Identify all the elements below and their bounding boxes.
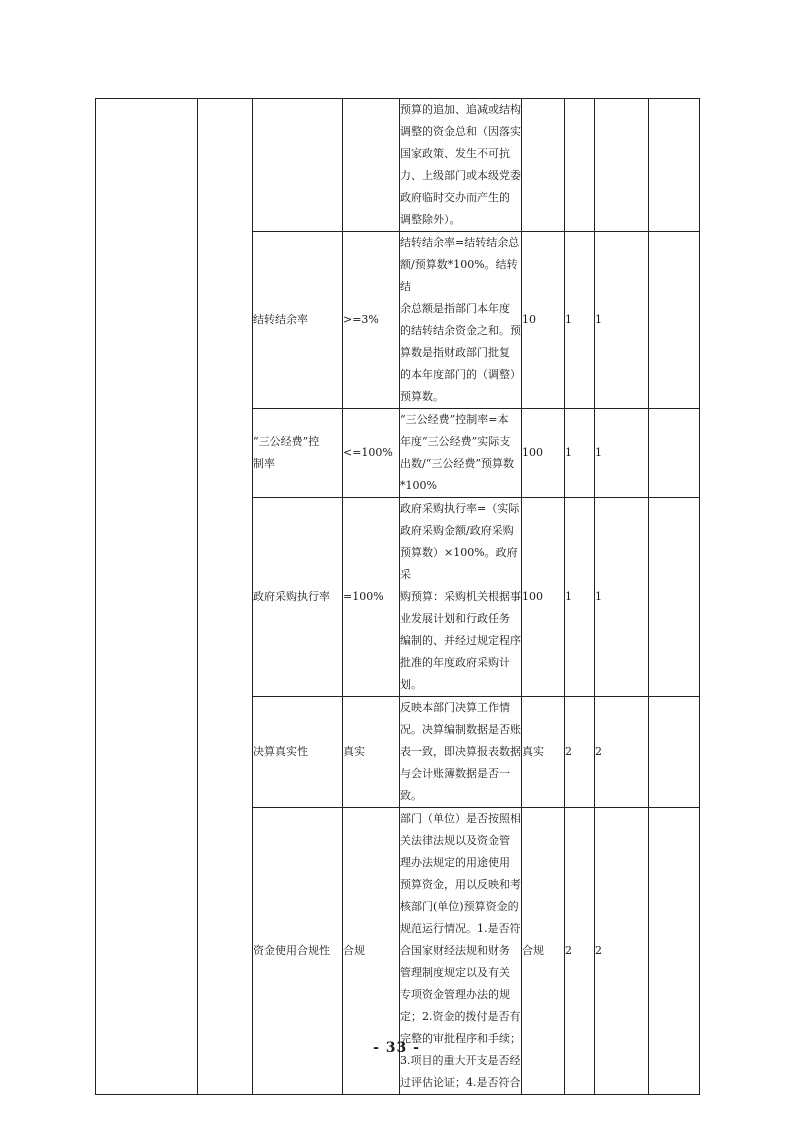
page-number: - 33 - — [373, 1040, 420, 1056]
weight-cell: 2 — [565, 697, 595, 808]
indicator-cell: 资金使用合规性 — [253, 808, 343, 1095]
description-cell: 反映本部门决算工作情 况。决算编制数据是否账 表一致，即决算报表数据 与会计账簿数据是否一 致。 — [400, 697, 522, 808]
indicator-cell: 结转结余率 — [253, 232, 343, 409]
value-cell — [522, 99, 565, 232]
remark-cell — [649, 409, 700, 498]
score-cell: 2 — [595, 697, 649, 808]
score-cell: 1 — [595, 409, 649, 498]
subcategory-cell — [198, 99, 253, 1095]
score-cell: 2 — [595, 808, 649, 1095]
remark-cell — [649, 232, 700, 409]
value-cell: 100 — [522, 409, 565, 498]
value-cell: 合规 — [522, 808, 565, 1095]
weight-cell: 1 — [565, 409, 595, 498]
weight-cell: 2 — [565, 808, 595, 1095]
value-cell: 10 — [522, 232, 565, 409]
value-cell: 真实 — [522, 697, 565, 808]
performance-indicator-table — [95, 98, 700, 1095]
standard-cell: <=100% — [343, 409, 400, 498]
remark-cell — [649, 697, 700, 808]
remark-cell — [649, 498, 700, 697]
score-cell: 1 — [595, 498, 649, 697]
standard-cell — [343, 99, 400, 232]
description-cell: “三公经费”控制率=本 年度“三公经费”实际支 出数/“三公经费”预算数 *100% — [400, 409, 522, 498]
weight-cell — [565, 99, 595, 232]
description-cell: 结转结余率=结转结余总 额/预算数*100%。结转结 余总额是指部门本年度 的结转结余资金之和。预 算数是指财政部门批复 的本年度部门的（调整） 预算数。 — [400, 232, 522, 409]
description-cell: 预算的追加、追减或结构 调整的资金总和（因落实 国家政策、发生不可抗 力、上级部门或本级党委 政府临时交办而产生的 调整除外）。 — [400, 99, 522, 232]
table-row — [96, 99, 700, 232]
indicator-cell: “三公经费”控 制率 — [253, 409, 343, 498]
weight-cell: 1 — [565, 232, 595, 409]
value-cell: 100 — [522, 498, 565, 697]
weight-cell: 1 — [565, 498, 595, 697]
description-cell: 政府采购执行率=（实际 政府采购金额/政府采购 预算数）×100%。政府采 购预算：采购机关根据事 业发展计划和行政任务 编制的、并经过规定程序 批准的年度政府采购计 划。 — [400, 498, 522, 697]
remark-cell — [649, 99, 700, 232]
category-cell — [96, 99, 198, 1095]
standard-cell: >=3% — [343, 232, 400, 409]
standard-cell: 真实 — [343, 697, 400, 808]
standard-cell: 合规 — [343, 808, 400, 1095]
score-cell — [595, 99, 649, 232]
indicator-cell — [253, 99, 343, 232]
standard-cell: =100% — [343, 498, 400, 697]
description-cell: 部门（单位）是否按照相 关法律法规以及资金管 理办法规定的用途使用 预算资金，用以反映和考 核部门(单位)预算资金的 规范运行情况。1.是否符 合国家财经法规和财务 管理制度规定以及有关 专项资金管理办法的规 定；2.资金的拨付是否有 完整的审批程序和手续； 3.项目的重大开支是否经 过评估论证；4.是否符合 — [400, 808, 522, 1095]
indicator-cell: 决算真实性 — [253, 697, 343, 808]
indicator-cell: 政府采购执行率 — [253, 498, 343, 697]
score-cell: 1 — [595, 232, 649, 409]
